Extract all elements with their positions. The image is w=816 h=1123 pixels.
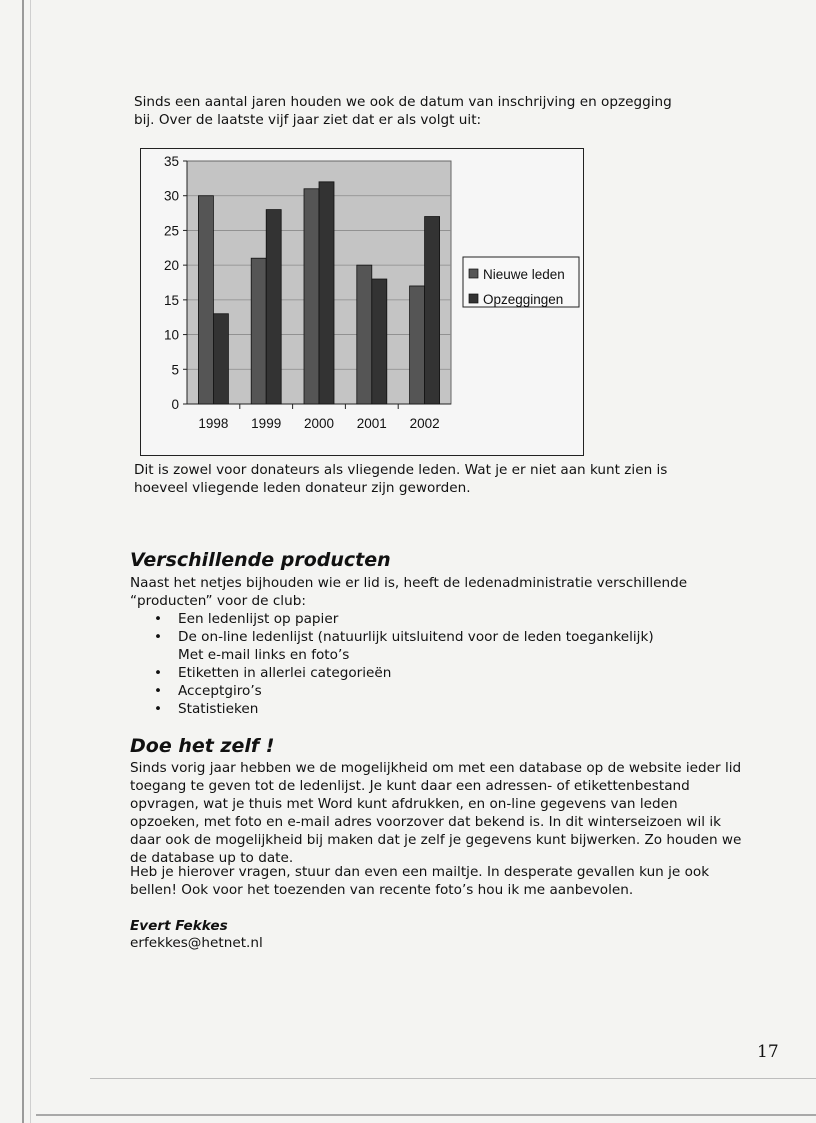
list-item-text: Een ledenlijst op papier xyxy=(178,611,339,627)
list-item-text: Statistieken xyxy=(178,701,259,717)
x-tick-label: 2001 xyxy=(356,416,387,431)
y-tick-label: 15 xyxy=(163,292,179,308)
producten-intro: Naast het netjes bijhouden wie er lid is, heeft de ledenadministratie verschillende “producten” voor de club: xyxy=(130,575,688,609)
bar-nieuwe-leden xyxy=(410,286,425,404)
list-item xyxy=(150,628,654,646)
zelf-paragraph: Sinds vorig jaar hebben we de mogelijkheid om met een database op de website ieder lid toegang te geven tot de ledenlijst. Je kunt daar een adressen- of etikettenbestand opvragen, wat je thuis met Word kunt afdrukken, en on-line gegevens van leden opzoeken, met foto en e-mail adres voorzover dat bekend is. In dit winterseizoen wil ik daar ook de mogelijkheid bij maken dat je zelf je gegevens kunt bijwerken. Zo houden we de database up to date. xyxy=(130,760,742,866)
list-item-text: De on-line ledenlijst (natuurlijk uitsluitend voor de leden toegankelijk) xyxy=(178,629,654,645)
page-binding-shadow xyxy=(30,0,31,1123)
y-tick-label: 20 xyxy=(163,258,179,274)
signature-email: erfekkes@hetnet.nl xyxy=(130,935,263,951)
bullet-icon: • xyxy=(154,683,163,699)
intro-paragraph: Sinds een aantal jaren houden we ook de datum van inschrijving en opzegging bij. Over de laatste vijf jaar ziet dat er als volgt uit: xyxy=(134,94,672,128)
bar-opzeggingen xyxy=(372,279,387,404)
y-tick-label: 10 xyxy=(163,327,179,343)
bar-nieuwe-leden xyxy=(198,196,213,404)
bar-nieuwe-leden xyxy=(251,258,266,404)
signature-name: Evert Fekkes xyxy=(130,918,228,934)
list-item-text: Etiketten in allerlei categorieën xyxy=(178,665,392,681)
page-bottom-shadow xyxy=(36,1114,816,1116)
list-item-text: Met e-mail links en foto’s xyxy=(178,647,350,663)
vragen-paragraph: Heb je hierover vragen, stuur dan even een mailtje. In desperate gevallen kun je ook bellen! Ook voor het toezenden van recente foto’s hou ik me aanbevolen. xyxy=(130,864,710,898)
y-tick-label: 30 xyxy=(163,188,179,204)
y-tick-label: 25 xyxy=(163,223,179,239)
bar-opzeggingen xyxy=(319,182,334,404)
after-chart-paragraph: Dit is zowel voor donateurs als vliegende leden. Wat je er niet aan kunt zien is hoeveel vliegende leden donateur zijn geworden. xyxy=(134,462,668,496)
legend-label: Opzeggingen xyxy=(483,292,564,307)
bullet-icon: • xyxy=(154,629,163,645)
y-tick-label: 35 xyxy=(163,154,179,169)
bullet-icon: • xyxy=(154,611,163,627)
x-tick-label: 2000 xyxy=(303,416,335,431)
x-tick-label: 1998 xyxy=(198,416,229,431)
producten-list xyxy=(150,610,654,718)
chart-canvas xyxy=(141,149,583,455)
list-item-continuation xyxy=(150,646,654,664)
section-heading-producten: Verschillende producten xyxy=(130,549,391,571)
y-tick-label: 0 xyxy=(171,397,179,412)
page-bottom-edge xyxy=(90,1078,816,1079)
legend-label: Nieuwe leden xyxy=(483,267,565,282)
bullet-icon: • xyxy=(154,701,163,717)
section-heading-zelf: Doe het zelf ! xyxy=(130,735,275,757)
legend-swatch xyxy=(469,269,478,278)
bar-opzeggingen xyxy=(266,210,281,404)
bar-chart xyxy=(140,148,584,456)
list-item xyxy=(150,700,654,718)
list-item xyxy=(150,682,654,700)
bar-nieuwe-leden xyxy=(304,189,319,404)
list-item xyxy=(150,664,654,682)
list-item-text: Acceptgiro’s xyxy=(178,683,262,699)
x-tick-label: 2002 xyxy=(409,416,440,431)
legend-swatch xyxy=(469,294,478,303)
bar-opzeggingen xyxy=(425,217,440,404)
list-item xyxy=(150,610,654,628)
page-binding-edge xyxy=(22,0,24,1123)
x-tick-label: 1999 xyxy=(251,416,282,431)
bar-opzeggingen xyxy=(213,314,228,404)
y-tick-label: 5 xyxy=(171,362,179,378)
bullet-icon: • xyxy=(154,665,163,681)
bar-nieuwe-leden xyxy=(357,265,372,404)
page-number: 17 xyxy=(757,1042,779,1062)
